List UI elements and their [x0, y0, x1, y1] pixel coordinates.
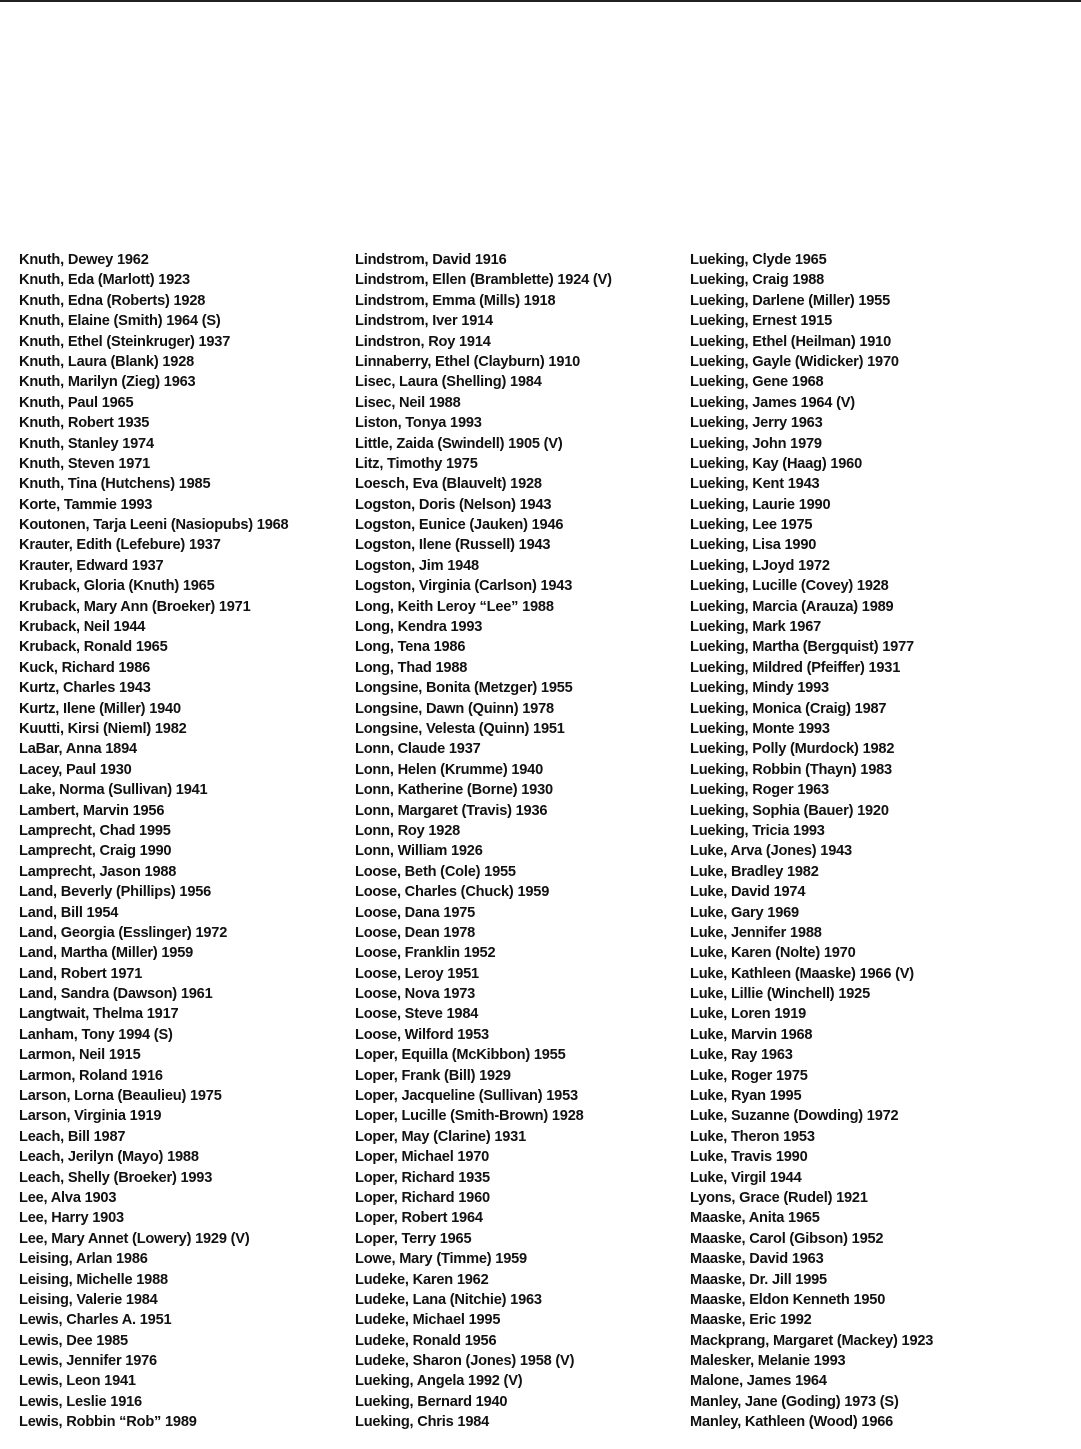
name-entry: Lindstrom, Iver 1914 — [355, 313, 493, 330]
name-entry: Loper, Terry 1965 — [355, 1230, 472, 1247]
name-entry: Krauter, Edward 1937 — [19, 557, 164, 574]
name-entry: Kruback, Gloria (Knuth) 1965 — [19, 578, 215, 595]
name-entry: Loper, Jacqueline (Sullivan) 1953 — [355, 1088, 578, 1105]
name-entry: Knuth, Dewey 1962 — [19, 252, 149, 268]
name-entry: Lueking, Mildred (Pfeiffer) 1931 — [690, 659, 901, 676]
name-entry: Leach, Shelly (Broeker) 1993 — [19, 1169, 213, 1186]
name-entry: Maaske, Carol (Gibson) 1952 — [690, 1230, 884, 1247]
name-entry: Land, Sandra (Dawson) 1961 — [19, 986, 213, 1003]
name-entry: Loper, Equilla (McKibbon) 1955 — [355, 1047, 566, 1064]
name-entry: Logston, Virginia (Carlson) 1943 — [355, 578, 573, 595]
name-entry: Lueking, Craig 1988 — [690, 272, 825, 289]
name-entry: Loose, Charles (Chuck) 1959 — [355, 884, 550, 901]
name-entry: Luke, Jennifer 1988 — [690, 924, 822, 941]
name-entry: Krauter, Edith (Lefebure) 1937 — [19, 537, 221, 554]
name-entry: Knuth, Eda (Marlott) 1923 — [19, 272, 190, 289]
name-entry: Luke, Loren 1919 — [690, 1006, 807, 1023]
name-entry: Maaske, David 1963 — [690, 1251, 824, 1268]
name-entry: Loose, Leroy 1951 — [355, 965, 479, 982]
name-entry: Lamprecht, Jason 1988 — [19, 863, 177, 880]
name-entry: Lonn, William 1926 — [355, 843, 483, 860]
name-entry: Lueking, Bernard 1940 — [355, 1393, 508, 1410]
name-entry: Ludeke, Lana (Nitchie) 1963 — [355, 1291, 542, 1308]
name-entry: Luke, Ryan 1995 — [690, 1088, 802, 1105]
name-entry: Loper, Lucille (Smith-Brown) 1928 — [355, 1108, 584, 1125]
name-entry: Lewis, Jennifer 1976 — [19, 1353, 157, 1370]
name-column-3 — [690, 250, 933, 1433]
name-entry: Loper, Richard 1960 — [355, 1189, 490, 1206]
name-entry: Lee, Alva 1903 — [19, 1189, 117, 1206]
name-entry: Lueking, Chris 1984 — [355, 1414, 490, 1431]
name-entry: Manley, Kathleen (Wood) 1966 — [690, 1414, 894, 1431]
name-entry: Ludeke, Sharon (Jones) 1958 (V) — [355, 1353, 575, 1370]
name-entry: Knuth, Elaine (Smith) 1964 (S) — [19, 313, 221, 330]
name-entry: Knuth, Steven 1971 — [19, 455, 151, 472]
name-entry: Loose, Dean 1978 — [355, 924, 476, 941]
name-entry: Luke, Bradley 1982 — [690, 863, 819, 880]
name-entry: Manley, Jane (Goding) 1973 (S) — [690, 1393, 899, 1410]
name-entry: Koutonen, Tarja Leeni (Nasiopubs) 1968 — [19, 517, 289, 534]
name-entry: Loper, Richard 1935 — [355, 1169, 490, 1186]
name-entry: Knuth, Marilyn (Zieg) 1963 — [19, 374, 196, 391]
name-entry: Land, Georgia (Esslinger) 1972 — [19, 924, 228, 941]
name-entry: Lueking, James 1964 (V) — [690, 394, 855, 411]
name-entry: Lueking, Lucille (Covey) 1928 — [690, 578, 889, 595]
name-entry: Leising, Arlan 1986 — [19, 1251, 148, 1268]
name-entry: Luke, Arva (Jones) 1943 — [690, 843, 852, 860]
name-entry: Malone, James 1964 — [690, 1373, 827, 1390]
name-entry: Logston, Eunice (Jauken) 1946 — [355, 517, 564, 534]
name-entry: Lueking, Monica (Craig) 1987 — [690, 700, 887, 717]
name-entry: Long, Kendra 1993 — [355, 619, 483, 636]
name-entry: Long, Keith Leroy “Lee” 1988 — [355, 598, 554, 615]
name-entry: Litz, Timothy 1975 — [355, 455, 478, 472]
name-entry: Loose, Dana 1975 — [355, 904, 476, 921]
name-entry: Lewis, Robbin “Rob” 1989 — [19, 1414, 197, 1431]
name-entry: Loose, Steve 1984 — [355, 1006, 479, 1023]
name-entry: Lueking, Kay (Haag) 1960 — [690, 455, 863, 472]
name-entry: Knuth, Laura (Blank) 1928 — [19, 353, 195, 370]
name-entry: Long, Tena 1986 — [355, 639, 466, 656]
name-entry: Knuth, Stanley 1974 — [19, 435, 154, 452]
name-entry: Lewis, Leslie 1916 — [19, 1393, 142, 1410]
name-entry: Mackprang, Margaret (Mackey) 1923 — [690, 1332, 934, 1349]
name-entry: Larson, Lorna (Beaulieu) 1975 — [19, 1088, 222, 1105]
name-entry: Lanham, Tony 1994 (S) — [19, 1026, 173, 1043]
name-entry: Luke, Ray 1963 — [690, 1047, 793, 1064]
name-entry: Lueking, Mark 1967 — [690, 619, 822, 636]
name-entry: Lueking, John 1979 — [690, 435, 822, 452]
name-entry: Lewis, Dee 1985 — [19, 1332, 128, 1349]
name-entry: Luke, Suzanne (Dowding) 1972 — [690, 1108, 899, 1125]
name-entry: Knuth, Ethel (Steinkruger) 1937 — [19, 333, 231, 350]
name-entry: Knuth, Tina (Hutchens) 1985 — [19, 476, 211, 493]
name-entry: Langtwait, Thelma 1917 — [19, 1006, 179, 1023]
name-entry: Lueking, Jerry 1963 — [690, 415, 823, 432]
name-entry: Kurtz, Charles 1943 — [19, 680, 151, 697]
name-entry: Lueking, Mindy 1993 — [690, 680, 829, 697]
name-entry: Lee, Harry 1903 — [19, 1210, 124, 1227]
name-entry: Larson, Virginia 1919 — [19, 1108, 162, 1125]
name-column-1 — [19, 250, 288, 1433]
name-entry: Liston, Tonya 1993 — [355, 415, 482, 432]
name-entry: Loose, Wilford 1953 — [355, 1026, 489, 1043]
name-entry: Lindstron, Roy 1914 — [355, 333, 491, 350]
name-entry: Leising, Michelle 1988 — [19, 1271, 168, 1288]
name-entry: Lueking, Lisa 1990 — [690, 537, 817, 554]
name-entry: Lueking, Gene 1968 — [690, 374, 824, 391]
page-top-edge — [0, 0, 1081, 2]
name-entry: Lonn, Helen (Krumme) 1940 — [355, 761, 544, 778]
name-entry: Lamprecht, Craig 1990 — [19, 843, 172, 860]
name-entry: Lueking, Clyde 1965 — [690, 252, 827, 268]
name-entry: Kuutti, Kirsi (Nieml) 1982 — [19, 720, 187, 737]
name-entry: Lonn, Claude 1937 — [355, 741, 481, 758]
name-entry: Maaske, Dr. Jill 1995 — [690, 1271, 827, 1288]
name-entry: Lisec, Laura (Shelling) 1984 — [355, 374, 542, 391]
name-entry: Longsine, Dawn (Quinn) 1978 — [355, 700, 554, 717]
name-entry: Kruback, Mary Ann (Broeker) 1971 — [19, 598, 251, 615]
name-entry: Leising, Valerie 1984 — [19, 1291, 158, 1308]
name-entry: Lueking, Polly (Murdock) 1982 — [690, 741, 895, 758]
name-entry: Kruback, Neil 1944 — [19, 619, 146, 636]
name-entry: Lueking, Ernest 1915 — [690, 313, 832, 330]
name-entry: Lindstrom, David 1916 — [355, 252, 507, 268]
name-entry: Ludeke, Michael 1995 — [355, 1312, 501, 1329]
name-entry: Lee, Mary Annet (Lowery) 1929 (V) — [19, 1230, 250, 1247]
name-entry: Logston, Ilene (Russell) 1943 — [355, 537, 551, 554]
name-entry: Luke, Virgil 1944 — [690, 1169, 802, 1186]
name-entry: Kruback, Ronald 1965 — [19, 639, 168, 656]
name-entry: Lewis, Leon 1941 — [19, 1373, 136, 1390]
name-entry: Lueking, Roger 1963 — [690, 782, 829, 799]
name-entry: Loper, Robert 1964 — [355, 1210, 483, 1227]
name-entry: Lueking, Gayle (Widicker) 1970 — [690, 353, 899, 370]
name-entry: Knuth, Robert 1935 — [19, 415, 150, 432]
name-entry: Lueking, Monte 1993 — [690, 720, 830, 737]
name-entry: Larmon, Neil 1915 — [19, 1047, 141, 1064]
name-entry: Lueking, Sophia (Bauer) 1920 — [690, 802, 889, 819]
name-entry: Luke, Roger 1975 — [690, 1067, 808, 1084]
name-entry: Lonn, Margaret (Travis) 1936 — [355, 802, 548, 819]
name-entry: Loose, Nova 1973 — [355, 986, 476, 1003]
name-entry: Loper, Michael 1970 — [355, 1149, 490, 1166]
name-entry: Lueking, Kent 1943 — [690, 476, 820, 493]
name-entry: Luke, David 1974 — [690, 884, 806, 901]
name-entry: Knuth, Edna (Roberts) 1928 — [19, 292, 206, 309]
name-entry: Loose, Beth (Cole) 1955 — [355, 863, 516, 880]
name-entry: Knuth, Paul 1965 — [19, 394, 134, 411]
name-entry: Lindstrom, Emma (Mills) 1918 — [355, 292, 556, 309]
name-entry: Luke, Lillie (Winchell) 1925 — [690, 986, 870, 1003]
name-entry: Longsine, Velesta (Quinn) 1951 — [355, 720, 565, 737]
name-entry: Lueking, Laurie 1990 — [690, 496, 831, 513]
name-entry: Lonn, Katherine (Borne) 1930 — [355, 782, 553, 799]
name-entry: Luke, Travis 1990 — [690, 1149, 808, 1166]
name-entry: Longsine, Bonita (Metzger) 1955 — [355, 680, 573, 697]
name-entry: Korte, Tammie 1993 — [19, 496, 153, 513]
name-entry: Lewis, Charles A. 1951 — [19, 1312, 172, 1329]
name-entry: Larmon, Roland 1916 — [19, 1067, 163, 1084]
name-entry: Kuck, Richard 1986 — [19, 659, 151, 676]
name-column-2 — [355, 250, 612, 1433]
name-entry: Linnaberry, Ethel (Clayburn) 1910 — [355, 353, 581, 370]
name-entry: Leach, Jerilyn (Mayo) 1988 — [19, 1149, 199, 1166]
name-entry: Loesch, Eva (Blauvelt) 1928 — [355, 476, 542, 493]
name-entry: Lamprecht, Chad 1995 — [19, 822, 171, 839]
name-entry: Kurtz, Ilene (Miller) 1940 — [19, 700, 181, 717]
name-entry: Lueking, LJoyd 1972 — [690, 557, 830, 574]
name-entry: Lisec, Neil 1988 — [355, 394, 461, 411]
name-entry: Land, Beverly (Phillips) 1956 — [19, 884, 212, 901]
name-entry: Maaske, Anita 1965 — [690, 1210, 820, 1227]
name-entry: Land, Robert 1971 — [19, 965, 143, 982]
name-entry: Lowe, Mary (Timme) 1959 — [355, 1251, 527, 1268]
name-entry: Lacey, Paul 1930 — [19, 761, 132, 778]
name-entry: Loose, Franklin 1952 — [355, 945, 496, 962]
name-entry: Little, Zaida (Swindell) 1905 (V) — [355, 435, 563, 452]
name-entry: Malesker, Melanie 1993 — [690, 1353, 846, 1370]
name-entry: Logston, Doris (Nelson) 1943 — [355, 496, 552, 513]
name-entry: Luke, Marvin 1968 — [690, 1026, 813, 1043]
name-entry: Luke, Theron 1953 — [690, 1128, 815, 1145]
name-entry: Loper, May (Clarine) 1931 — [355, 1128, 527, 1145]
name-entry: Leach, Bill 1987 — [19, 1128, 126, 1145]
name-entry: Lake, Norma (Sullivan) 1941 — [19, 782, 208, 799]
name-entry: Lueking, Robbin (Thayn) 1983 — [690, 761, 892, 778]
name-entry: Lueking, Lee 1975 — [690, 517, 813, 534]
name-entry: Lambert, Marvin 1956 — [19, 802, 165, 819]
name-entry: Luke, Kathleen (Maaske) 1966 (V) — [690, 965, 914, 982]
name-entry: Land, Bill 1954 — [19, 904, 119, 921]
name-entry: Ludeke, Ronald 1956 — [355, 1332, 497, 1349]
name-entry: Lueking, Darlene (Miller) 1955 — [690, 292, 891, 309]
name-entry: Loper, Frank (Bill) 1929 — [355, 1067, 511, 1084]
name-entry: Lueking, Marcia (Arauza) 1989 — [690, 598, 894, 615]
name-entry: Land, Martha (Miller) 1959 — [19, 945, 194, 962]
name-entry: Lonn, Roy 1928 — [355, 822, 461, 839]
name-entry: Long, Thad 1988 — [355, 659, 468, 676]
name-entry: Maaske, Eric 1992 — [690, 1312, 812, 1329]
name-entry: Lueking, Angela 1992 (V) — [355, 1373, 523, 1390]
name-entry: Lueking, Tricia 1993 — [690, 822, 825, 839]
name-entry: Lyons, Grace (Rudel) 1921 — [690, 1189, 868, 1206]
name-entry: Luke, Karen (Nolte) 1970 — [690, 945, 856, 962]
name-entry: Maaske, Eldon Kenneth 1950 — [690, 1291, 886, 1308]
name-entry: Lueking, Martha (Bergquist) 1977 — [690, 639, 914, 656]
name-entry: Logston, Jim 1948 — [355, 557, 479, 574]
name-entry: LaBar, Anna 1894 — [19, 741, 137, 758]
name-entry: Luke, Gary 1969 — [690, 904, 799, 921]
name-entry: Lueking, Ethel (Heilman) 1910 — [690, 333, 891, 350]
name-entry: Ludeke, Karen 1962 — [355, 1271, 489, 1288]
name-entry: Lindstrom, Ellen (Bramblette) 1924 (V) — [355, 272, 612, 289]
